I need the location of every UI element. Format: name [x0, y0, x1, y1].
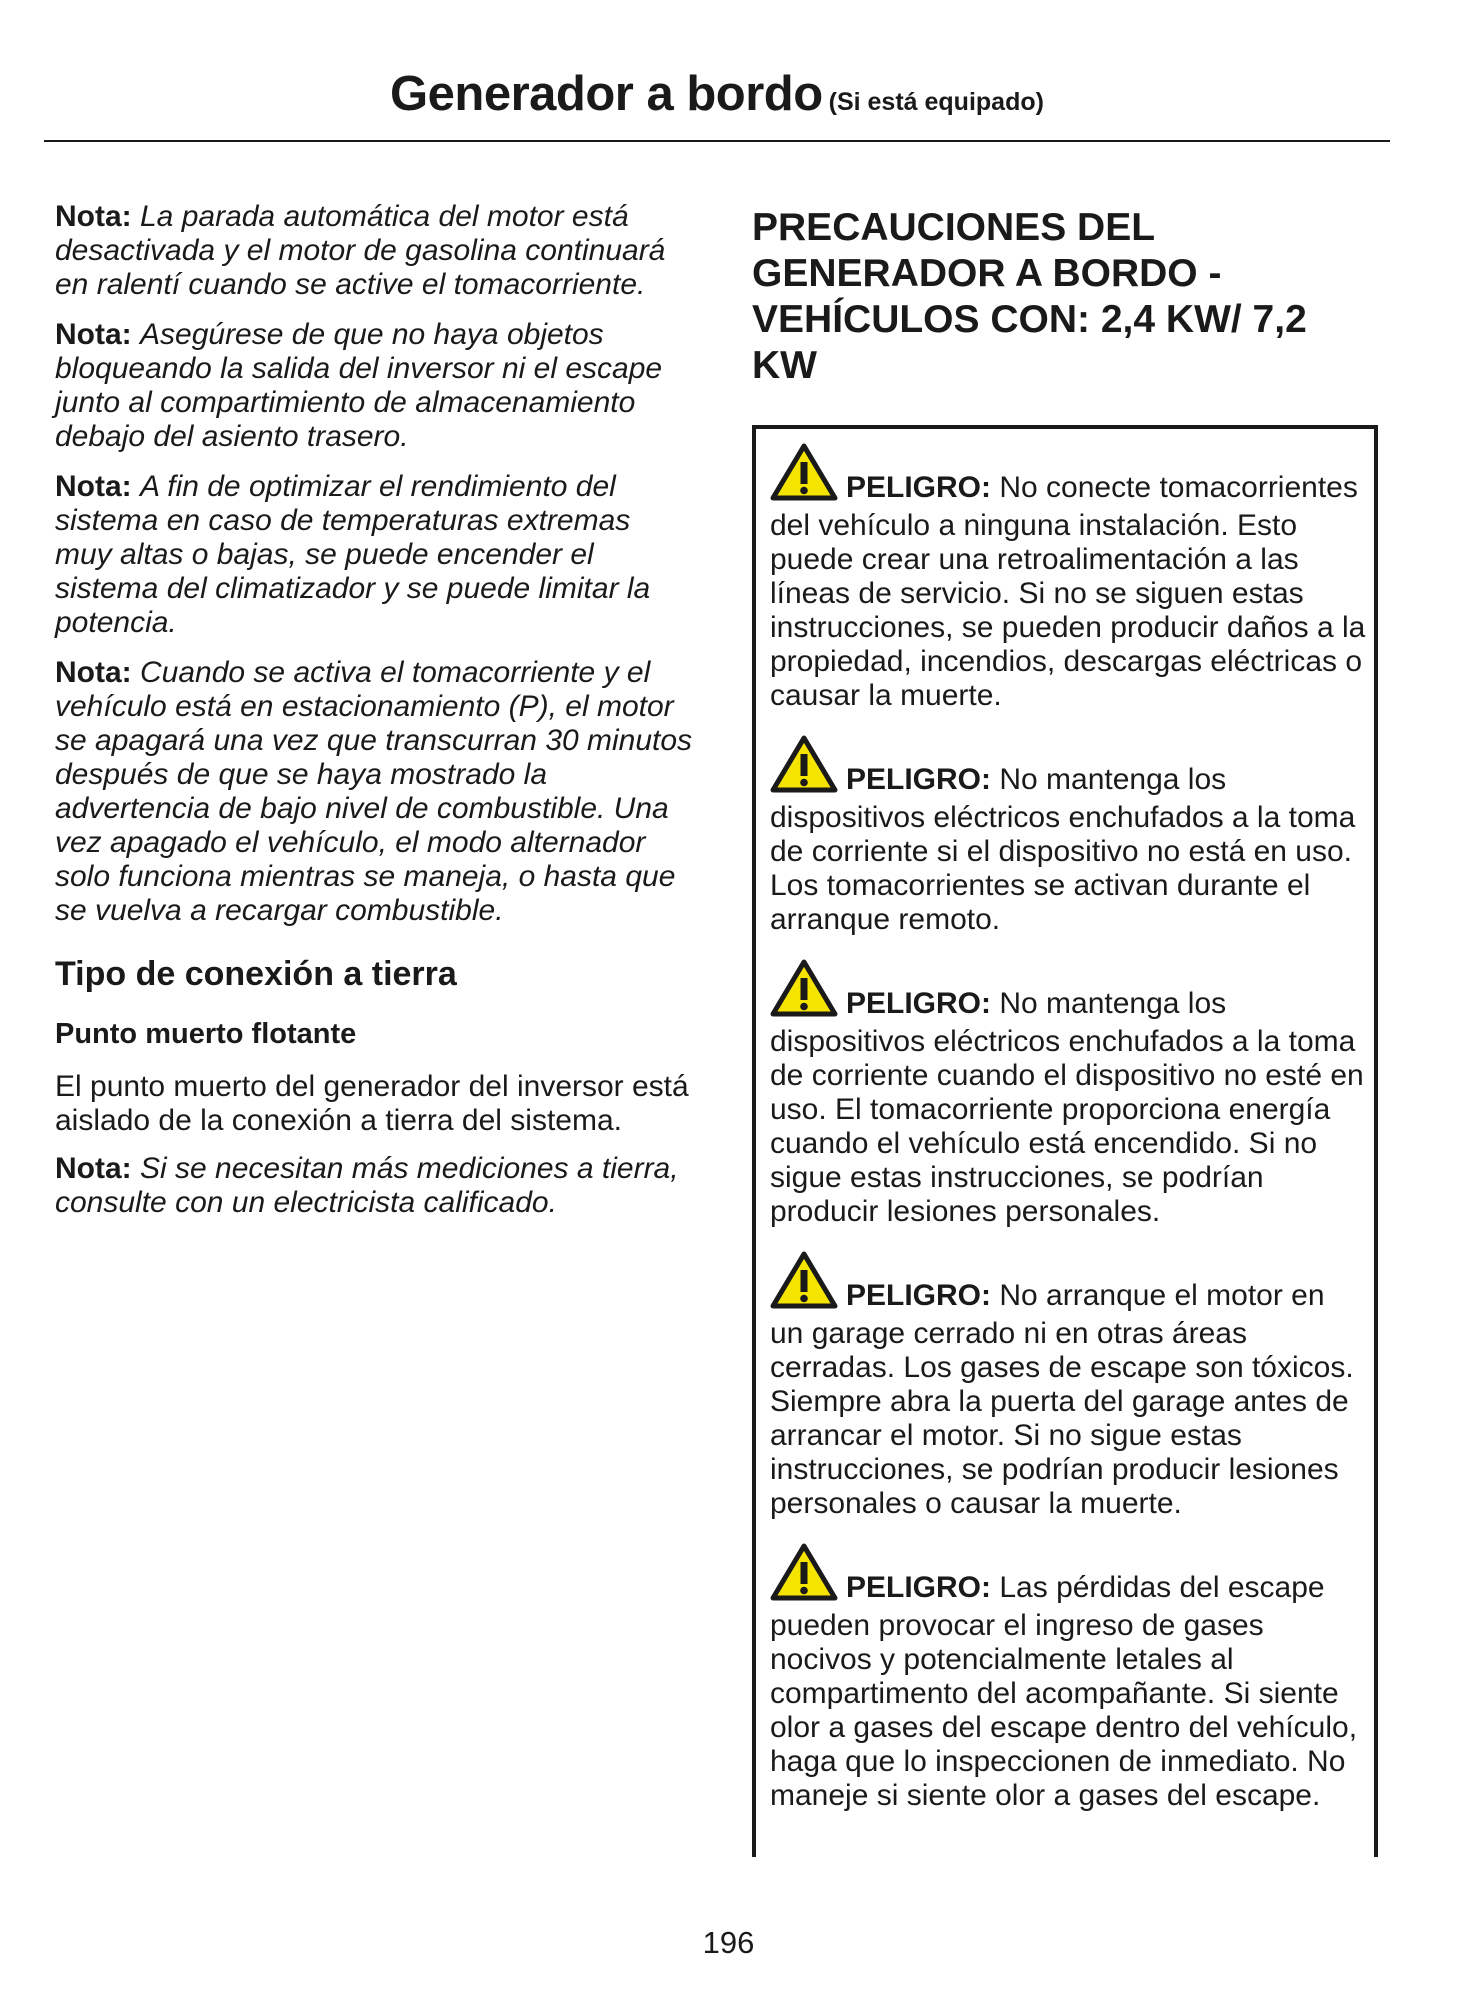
warning-triangle-icon — [770, 1251, 838, 1317]
note-text: A fin de optimizar el rendimiento del sistema en caso de temperaturas extremas muy altas o bajas, se puede encender el sistema del climatizador y se puede limitar la potencia. — [55, 470, 651, 639]
note — [55, 200, 695, 302]
note-label: Nota: — [55, 656, 132, 689]
note-label: Nota: — [55, 318, 132, 351]
danger-label: PELIGRO: — [846, 1571, 992, 1604]
danger-label: PELIGRO: — [846, 987, 992, 1020]
danger-warning — [770, 443, 1366, 713]
warning-triangle-icon — [770, 959, 838, 1025]
page-title: Generador a bordo — [390, 67, 823, 121]
right-column — [752, 205, 1392, 389]
note-label: Nota: — [55, 1152, 132, 1185]
floating-neutral-heading: Punto muerto flotante — [55, 1018, 357, 1050]
danger-warning — [770, 959, 1366, 1229]
danger-warning — [770, 1251, 1366, 1521]
note-text: Asegúrese de que no haya objetos bloqueando la salida del inversor ni el escape junto al compartimiento de almacenamiento debajo del asiento trasero. — [55, 318, 663, 453]
danger-warning — [770, 735, 1366, 937]
warning-triangle-icon — [770, 735, 838, 801]
danger-text: No arranque el motor en un garage cerrado ni en otras áreas cerradas. Los gases de escape son tóxicos. Siempre abra la puerta del garage antes de arrancar el motor. Si no sigue estas instrucciones, se podrían producir lesiones personales o causar la muerte. — [770, 1279, 1354, 1520]
note-label: Nota: — [55, 200, 132, 233]
left-column — [55, 200, 695, 1236]
warning-triangle-icon — [770, 1543, 838, 1609]
note — [55, 656, 695, 928]
danger-text: Las pérdidas del escape pueden provocar el ingreso de gases nocivos y potencialmente letales al compartimento del acompañante. Si siente olor a gases del escape dentro del vehículo, haga que lo inspeccionen de inmediato. No maneje si siente olor a gases del escape. — [770, 1571, 1358, 1812]
page-header — [44, 58, 1390, 142]
danger-text: No conecte tomacorrientes del vehículo a ninguna instalación. Esto puede crear una retroalimentación a las líneas de servicio. Si no se siguen estas instrucciones, se pueden producir daños a la propiedad, incendios, descargas eléctricas o causar la muerte. — [770, 471, 1366, 712]
danger-text: No mantenga los dispositivos eléctricos enchufados a la toma de corriente cuando el dispositivo no esté en uso. El tomacorriente proporciona energía cuando el vehículo está encendido. Si no sigue estas instrucciones, se podrían producir lesiones personales. — [770, 987, 1364, 1228]
floating-neutral-text: El punto muerto del generador del inversor está aislado de la conexión a tierra del sistema. — [55, 1070, 689, 1137]
page-number: 196 — [702, 1925, 755, 1960]
note-text: Cuando se activa el tomacorriente y el vehículo está en estacionamiento (P), el motor se apagará una vez que transcurran 30 minutos después de que se haya mostrado la advertencia de bajo nivel de combustible. Una vez apagado el vehículo, el modo alternador solo funciona mientras se maneja, o hasta que se vuelva a recargar combustible. — [55, 656, 693, 927]
note-text: La parada automática del motor está desactivada y el motor de gasolina continuará en ralentí cuando se active el tomacorriente. — [55, 200, 666, 301]
danger-text: No mantenga los dispositivos eléctricos enchufados a la toma de corriente si el dispositivo no está en uso. Los tomacorrientes se activan durante el arranque remoto. — [770, 763, 1356, 936]
note — [55, 1152, 695, 1220]
warning-triangle-icon — [770, 443, 838, 509]
danger-label: PELIGRO: — [846, 471, 992, 504]
note — [55, 318, 695, 454]
note-label: Nota: — [55, 470, 132, 503]
danger-label: PELIGRO: — [846, 1279, 992, 1312]
page-subtitle: (Si está equipado) — [828, 88, 1044, 116]
danger-box — [752, 425, 1378, 1857]
grounding-heading: Tipo de conexión a tierra — [55, 955, 457, 993]
note — [55, 470, 695, 640]
section-title: PRECAUCIONES DEL GENERADOR A BORDO - VEHÍCULOS CON: 2,4 KW/ 7,2 KW — [752, 206, 1307, 387]
danger-label: PELIGRO: — [846, 763, 992, 796]
danger-warning — [770, 1543, 1366, 1813]
note-text: Si se necesitan más mediciones a tierra, consulte con un electricista calificado. — [55, 1152, 679, 1219]
